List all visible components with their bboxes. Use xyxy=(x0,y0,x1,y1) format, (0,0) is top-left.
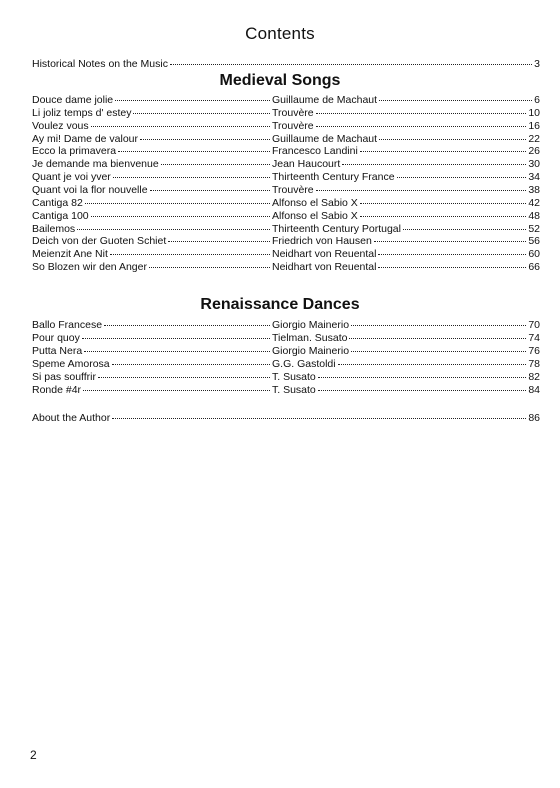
toc-entry-page: 38 xyxy=(528,183,540,196)
toc-entry-title: Douce dame jolie xyxy=(32,94,114,106)
toc-entry-page: 16 xyxy=(528,119,540,132)
dot-leader xyxy=(374,241,527,242)
toc-entry-composer: Trouvère xyxy=(272,183,314,196)
toc-entry-page: 78 xyxy=(528,358,540,370)
page-title: Contents xyxy=(245,24,315,43)
toc-entry-composer: Giorgio Mainerio xyxy=(272,319,350,331)
toc-entry[interactable] xyxy=(32,171,540,184)
toc-entry[interactable] xyxy=(32,235,540,248)
toc-entry[interactable] xyxy=(32,223,540,236)
toc-entry[interactable] xyxy=(32,371,540,384)
toc-entry-composer: T. Susato xyxy=(272,384,316,396)
dot-leader xyxy=(91,126,270,127)
toc-entry-page: 42 xyxy=(528,196,540,209)
toc-entry[interactable] xyxy=(32,107,540,120)
dot-leader xyxy=(316,126,527,127)
toc-entry-composer: Thirteenth Century France xyxy=(272,171,395,184)
toc-entry-page: 52 xyxy=(528,222,540,235)
dot-leader xyxy=(98,377,270,378)
dot-leader xyxy=(118,151,270,152)
dot-leader xyxy=(318,390,527,391)
toc-entry[interactable] xyxy=(32,197,540,210)
dot-leader xyxy=(342,164,526,165)
toc-entry-title: Meienzit Ane Nit xyxy=(32,248,108,261)
toc-entry-title: So Blozen wir den Anger xyxy=(32,261,147,274)
toc-entry-title: Ecco la primavera xyxy=(32,145,117,158)
toc-entry-page: 56 xyxy=(528,235,540,248)
toc-entry-title: Putta Nera xyxy=(32,345,83,357)
toc-entry-page: 6 xyxy=(534,94,540,106)
dot-leader xyxy=(140,139,270,140)
dot-leader xyxy=(112,364,270,365)
toc-entry-composer: Friedrich von Hausen xyxy=(272,235,372,248)
dot-leader xyxy=(316,113,527,114)
toc-entry[interactable] xyxy=(32,184,540,197)
toc-entry-composer: Francesco Landini xyxy=(272,145,358,158)
toc-entry-page: 34 xyxy=(528,171,540,184)
toc-entry-title: Voulez vous xyxy=(32,119,89,132)
section-heading-medieval-songs: Medieval Songs xyxy=(219,72,341,89)
toc-entry-page: 74 xyxy=(528,332,540,344)
toc-entry-title: Bailemos xyxy=(32,222,76,235)
dot-leader xyxy=(168,241,270,242)
toc-entry[interactable] xyxy=(32,332,540,345)
toc-entry[interactable] xyxy=(32,120,540,133)
toc-entry-page: 70 xyxy=(528,319,540,331)
toc-entry-composer: Guillaume de Machaut xyxy=(272,132,378,145)
toc-entry[interactable] xyxy=(32,210,540,223)
dot-leader xyxy=(351,351,526,352)
toc-entry-composer: Thirteenth Century Portugal xyxy=(272,222,401,235)
toc-entry-title: Deich von der Guoten Schiet xyxy=(32,235,167,248)
toc-entry-composer: Alfonso el Sabio X xyxy=(272,209,358,222)
dot-leader xyxy=(360,216,527,217)
dot-leader xyxy=(110,254,270,255)
dot-leader xyxy=(379,100,532,101)
toc-entry-composer: Giorgio Mainerio xyxy=(272,345,350,357)
toc-entry-page: 26 xyxy=(528,145,540,158)
toc-entry-page: 22 xyxy=(528,132,540,145)
toc-entry-title: Ronde #4r xyxy=(32,384,82,396)
dot-leader xyxy=(360,203,527,204)
toc-entry[interactable] xyxy=(32,384,540,397)
dot-leader xyxy=(104,325,270,326)
dot-leader xyxy=(161,164,270,165)
toc-entry[interactable] xyxy=(32,261,540,274)
toc-entry-title: Cantiga 82 xyxy=(32,196,83,209)
toc-entry-title: Cantiga 100 xyxy=(32,209,89,222)
toc-entry-page: 86 xyxy=(528,412,540,424)
dot-leader xyxy=(403,229,526,230)
toc-entry-composer: T. Susato xyxy=(272,371,316,383)
toc-entry-title: About the Author xyxy=(32,412,111,424)
toc-entry-composer: Guillaume de Machaut xyxy=(272,94,378,106)
toc-entry-composer: Tielman. Susato xyxy=(272,332,348,344)
toc-entry[interactable] xyxy=(32,94,540,107)
dot-leader xyxy=(338,364,527,365)
dot-leader xyxy=(378,254,526,255)
dot-leader xyxy=(112,418,526,419)
toc-entry-page: 76 xyxy=(528,345,540,357)
dot-leader xyxy=(360,151,527,152)
toc-entry-page: 30 xyxy=(528,158,540,171)
dot-leader xyxy=(77,229,270,230)
toc-entry-page: 84 xyxy=(528,384,540,396)
section-heading-renaissance-dances: Renaissance Dances xyxy=(200,296,360,313)
toc-entry-composer: G.G. Gastoldi xyxy=(272,358,336,370)
dot-leader xyxy=(115,100,270,101)
toc-entry-title: Ballo Francese xyxy=(32,319,103,331)
toc-entry-title: Si pas souffrir xyxy=(32,371,96,383)
toc-entry[interactable] xyxy=(32,345,540,358)
toc-entry-composer: Neidhart von Reuental xyxy=(272,248,377,261)
dot-leader xyxy=(82,338,270,339)
dot-leader xyxy=(85,203,270,204)
dot-leader xyxy=(150,190,270,191)
toc-entry-composer: Trouvère xyxy=(272,119,314,132)
toc-entry-page: 48 xyxy=(528,209,540,222)
dot-leader xyxy=(351,325,526,326)
toc-entry-page: 82 xyxy=(528,371,540,383)
dot-leader xyxy=(83,390,270,391)
toc-entry[interactable] xyxy=(32,158,540,171)
dot-leader xyxy=(170,64,532,65)
toc-entry[interactable] xyxy=(32,133,540,146)
dot-leader xyxy=(133,113,270,114)
toc-entry-title: Ay mi! Dame de valour xyxy=(32,132,139,145)
toc-entry-composer: Jean Haucourt xyxy=(272,158,341,171)
toc-entry-title: Quant je voi yver xyxy=(32,171,111,184)
dot-leader xyxy=(379,139,526,140)
toc-entry-title: Pour quoy xyxy=(32,332,80,344)
toc-entry-page: 60 xyxy=(528,248,540,261)
dot-leader xyxy=(397,177,527,178)
toc-entry[interactable] xyxy=(32,248,540,261)
toc-entry[interactable] xyxy=(32,319,540,332)
toc-entry-page: 66 xyxy=(528,261,540,274)
toc-entry-page: 10 xyxy=(528,106,540,119)
dot-leader xyxy=(149,267,270,268)
dot-leader xyxy=(84,351,270,352)
dot-leader xyxy=(378,267,526,268)
toc-entry-title: Je demande ma bienvenue xyxy=(32,158,159,171)
toc-entry-composer: Trouvère xyxy=(272,106,314,119)
toc-entry-title: Li joliz temps d' estey xyxy=(32,106,132,119)
dot-leader xyxy=(316,190,527,191)
toc-entry[interactable] xyxy=(32,145,540,158)
dot-leader xyxy=(91,216,270,217)
dot-leader xyxy=(318,377,527,378)
toc-entry-page: 3 xyxy=(534,58,540,70)
toc-entry-about-the-author[interactable] xyxy=(32,412,540,425)
toc-entry-title: Historical Notes on the Music xyxy=(32,58,168,70)
toc-entry[interactable] xyxy=(32,358,540,371)
toc-entry-composer: Neidhart von Reuental xyxy=(272,261,377,274)
toc-entry-composer: Alfonso el Sabio X xyxy=(272,196,358,209)
page-number: 2 xyxy=(30,748,37,762)
toc-entry-title: Speme Amorosa xyxy=(32,358,110,370)
dot-leader xyxy=(349,338,526,339)
toc-entry-title: Quant voi la flor nouvelle xyxy=(32,183,148,196)
dot-leader xyxy=(113,177,270,178)
toc-entry-historical-notes[interactable] xyxy=(32,58,540,71)
